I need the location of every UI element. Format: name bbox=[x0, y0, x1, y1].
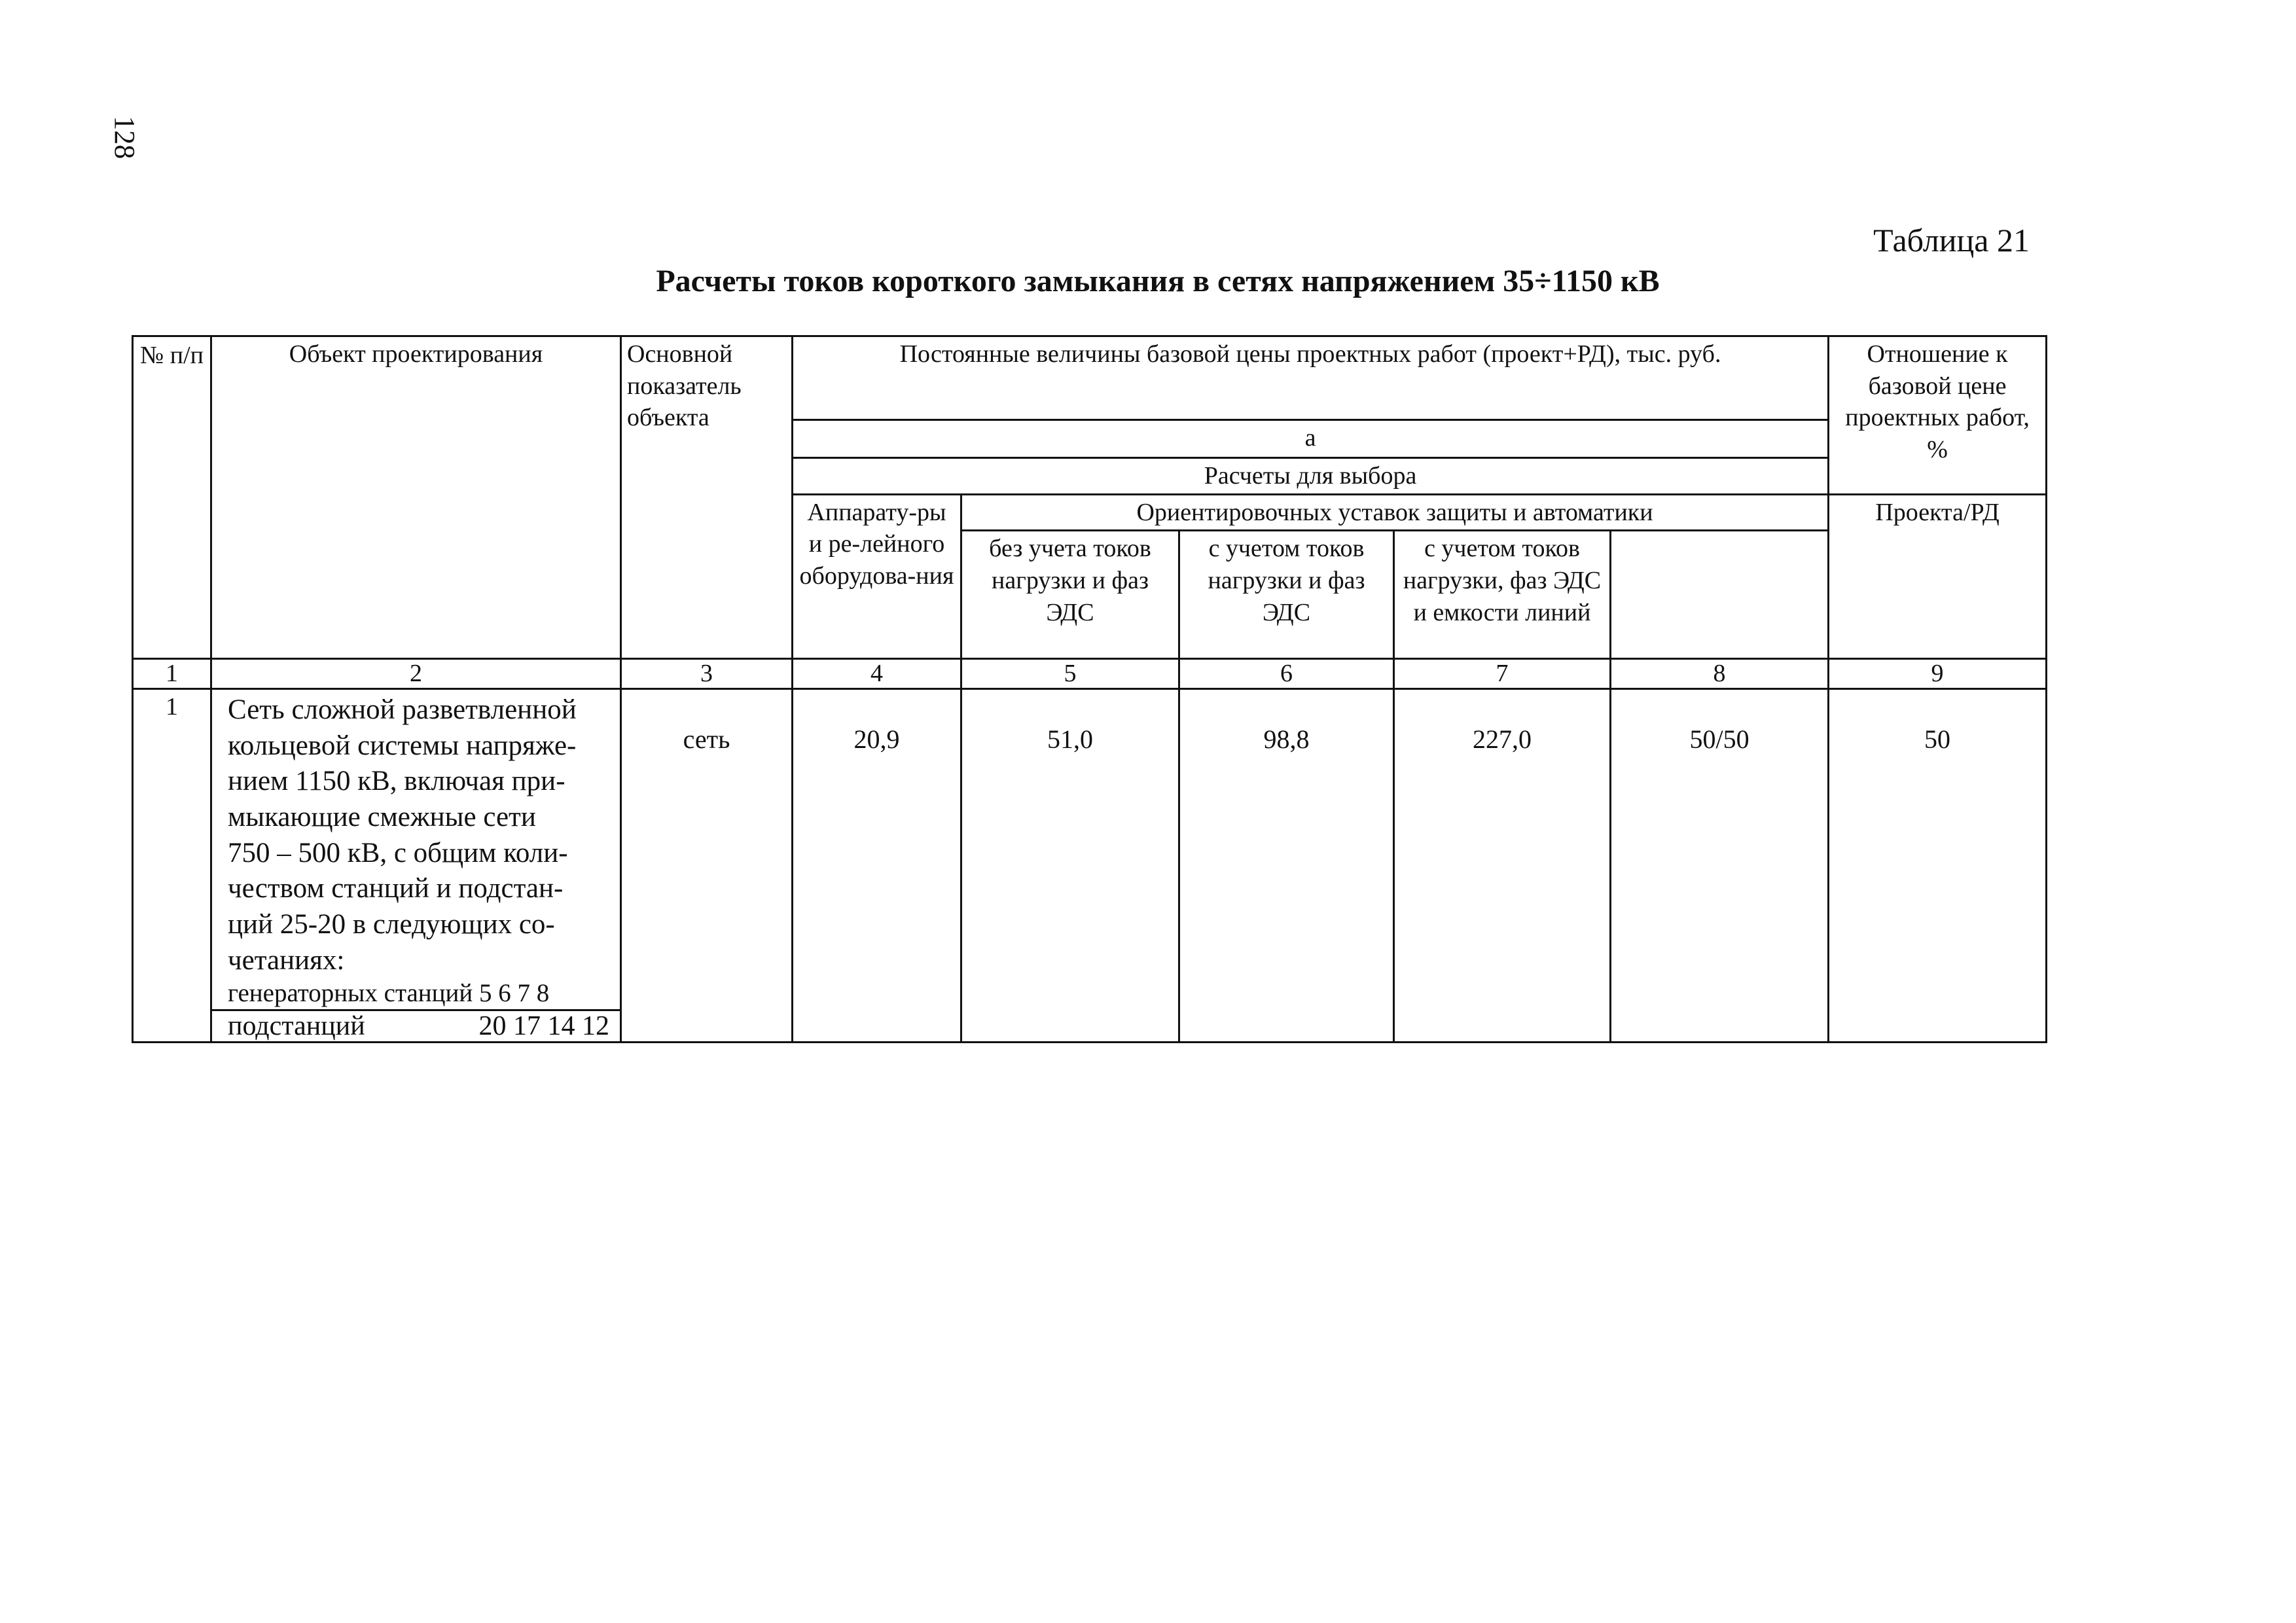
header-no-load: без учета токов нагрузки и фаз ЭДС bbox=[961, 531, 1179, 659]
row-object bbox=[211, 689, 621, 1010]
header-project-rd: Проекта/РД bbox=[1829, 494, 2047, 659]
row-with-load: 98,8 bbox=[1179, 689, 1394, 1043]
object-line: чеством станций и подстан- bbox=[228, 873, 564, 904]
object-line: кольцевой системы напряже- bbox=[228, 730, 577, 761]
table-row bbox=[133, 689, 2047, 1010]
row-substations bbox=[211, 1010, 621, 1042]
row-project-rd: 50/50 bbox=[1611, 689, 1829, 1043]
header-calc: Расчеты для выбора bbox=[793, 458, 1829, 495]
column-number-row bbox=[133, 659, 2047, 689]
header-ratio: Отношение к базовой цене проектных работ, % bbox=[1829, 336, 2047, 495]
row-work-project: 50 bbox=[1829, 689, 2047, 1043]
colnum-3: 3 bbox=[621, 659, 793, 689]
object-line: Сеть сложной разветвленной bbox=[228, 694, 577, 726]
colnum-2: 2 bbox=[211, 659, 621, 689]
row-apparatus: 20,9 bbox=[793, 689, 961, 1043]
header-with-load: с учетом токов нагрузки и фаз ЭДС bbox=[1179, 531, 1394, 659]
gen-stations: генераторных станций 5 6 7 8 bbox=[228, 979, 550, 1008]
header-with-load-cap: с учетом токов нагрузки, фаз ЭДС и емкости линий bbox=[1394, 531, 1611, 659]
row-num: 1 bbox=[133, 689, 211, 1043]
object-line: четаниях: bbox=[228, 944, 345, 976]
row-with-load-cap: 227,0 bbox=[1394, 689, 1611, 1043]
colnum-1: 1 bbox=[133, 659, 211, 689]
header-base-price: Постоянные величины базовой цены проектных работ (проект+РД), тыс. руб. bbox=[793, 336, 1829, 420]
object-line: нием 1150 кВ, включая при- bbox=[228, 766, 565, 797]
header-apparatus: Аппарату-ры и ре-лейного оборудова-ния bbox=[793, 494, 961, 659]
table-label: Таблица 21 bbox=[1873, 222, 2030, 259]
table-title: Расчеты токов короткого замыкания в сетях напряжением 35÷1150 кВ bbox=[656, 264, 1660, 298]
short-circuit-table bbox=[132, 335, 2047, 1043]
colnum-4: 4 bbox=[793, 659, 961, 689]
header-num: № п/п bbox=[133, 336, 211, 659]
row-indicator: сеть bbox=[621, 689, 793, 1043]
colnum-6: 6 bbox=[1179, 659, 1394, 689]
substations-label: подстанций bbox=[228, 1010, 365, 1041]
header-indicator: Основной показатель объекта bbox=[621, 336, 793, 659]
object-line: 750 – 500 кВ, с общим коли- bbox=[228, 837, 568, 868]
header-a: а bbox=[793, 420, 1829, 458]
colnum-7: 7 bbox=[1394, 659, 1611, 689]
object-line: ций 25-20 в следующих со- bbox=[228, 908, 555, 940]
colnum-5: 5 bbox=[961, 659, 1179, 689]
row-no-load: 51,0 bbox=[961, 689, 1179, 1043]
header-object: Объект проектирования bbox=[211, 336, 621, 659]
colnum-9: 9 bbox=[1829, 659, 2047, 689]
colnum-8: 8 bbox=[1611, 659, 1829, 689]
header-settings: Ориентировочных уставок защиты и автоматики bbox=[961, 494, 1829, 531]
page-number: 128 bbox=[109, 116, 141, 159]
substations-values: 20 17 14 12 bbox=[478, 1010, 609, 1041]
object-line: мыкающие смежные сети bbox=[228, 802, 536, 833]
